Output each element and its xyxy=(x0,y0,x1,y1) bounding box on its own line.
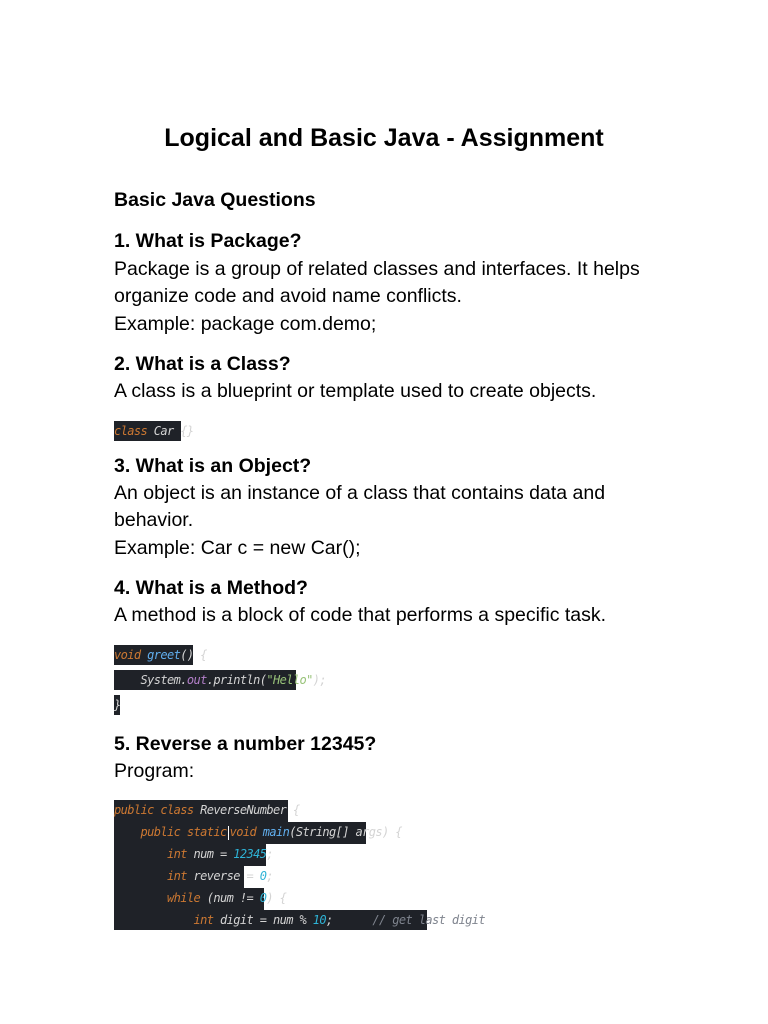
q4-code-line xyxy=(114,695,120,715)
code-function: main xyxy=(262,825,290,839)
code-field: out xyxy=(186,673,207,687)
code-text: (num != xyxy=(200,891,260,905)
q3-heading: 3. What is an Object? xyxy=(114,455,312,477)
q5-heading: 5. Reverse a number 12345? xyxy=(114,733,377,755)
code-number: 12345 xyxy=(233,847,267,861)
code-keyword: void xyxy=(114,648,141,662)
code-text: ; xyxy=(266,869,273,883)
code-text: System. xyxy=(140,673,187,687)
code-keyword: public static xyxy=(140,825,227,839)
code-text: reverse = xyxy=(186,869,260,883)
code-text: () { xyxy=(180,648,207,662)
q5-code-line xyxy=(114,888,287,910)
code-text: } xyxy=(114,698,121,712)
code-function: greet xyxy=(147,648,181,662)
q2-heading: 2. What is a Class? xyxy=(114,353,291,375)
q5-code-line xyxy=(114,822,402,844)
code-number: 10 xyxy=(312,913,326,927)
code-text: .println( xyxy=(206,673,267,687)
q1-text-line: Package is a group of related classes and interfaces. It helps xyxy=(114,258,640,280)
code-text: (String[] args) { xyxy=(289,825,402,839)
code-keyword: void xyxy=(229,825,257,839)
code-number: 0 xyxy=(259,869,267,883)
code-text: ); xyxy=(312,673,326,687)
code-indent xyxy=(114,891,167,905)
q3-text-line: An object is an instance of a class that contains data and xyxy=(114,482,606,504)
code-keyword: int xyxy=(167,869,187,883)
code-keyword: int xyxy=(167,847,187,861)
code-keyword: while xyxy=(167,891,201,905)
code-indent xyxy=(114,825,141,839)
code-text: ReverseNumber { xyxy=(193,803,300,817)
code-text: ; xyxy=(266,847,273,861)
code-comment: // get last digit xyxy=(372,913,485,927)
q3-example: Example: Car c = new Car(); xyxy=(114,537,361,559)
section-heading: Basic Java Questions xyxy=(114,189,316,211)
code-keyword: int xyxy=(193,913,214,927)
code-keyword: public class xyxy=(114,803,194,817)
text-cursor xyxy=(228,826,229,840)
q4-code-line xyxy=(114,670,326,690)
q5-text-line: Program: xyxy=(114,760,195,782)
code-text: ; xyxy=(326,913,373,927)
code-text: ) { xyxy=(266,891,287,905)
q2-code-line xyxy=(114,421,194,441)
q5-code-line xyxy=(114,866,273,888)
q1-heading: 1. What is Package? xyxy=(114,230,302,252)
document-title: Logical and Basic Java - Assignment xyxy=(164,124,604,152)
code-indent xyxy=(114,847,167,861)
q1-text-line: organize code and avoid name conflicts. xyxy=(114,285,462,307)
q4-text-line: A method is a block of code that performs a specific task. xyxy=(114,604,607,626)
q2-text-line: A class is a blueprint or template used to create objects. xyxy=(114,380,597,402)
code-number: 0 xyxy=(259,891,267,905)
code-indent xyxy=(114,913,194,927)
q4-heading: 4. What is a Method? xyxy=(114,577,308,599)
code-string: "Hello" xyxy=(266,673,313,687)
code-text: digit = num % xyxy=(213,913,313,927)
code-text: num = xyxy=(186,847,234,861)
code-text: Car {} xyxy=(147,424,194,438)
code-indent xyxy=(114,673,141,687)
q3-text-line: behavior. xyxy=(114,509,194,531)
q5-code-line xyxy=(114,910,485,930)
q4-code-line xyxy=(114,645,207,665)
q5-code-line xyxy=(114,800,300,822)
code-keyword: class xyxy=(114,424,148,438)
q5-code-line xyxy=(114,844,273,866)
q1-example: Example: package com.demo; xyxy=(114,313,377,335)
code-indent xyxy=(114,869,167,883)
